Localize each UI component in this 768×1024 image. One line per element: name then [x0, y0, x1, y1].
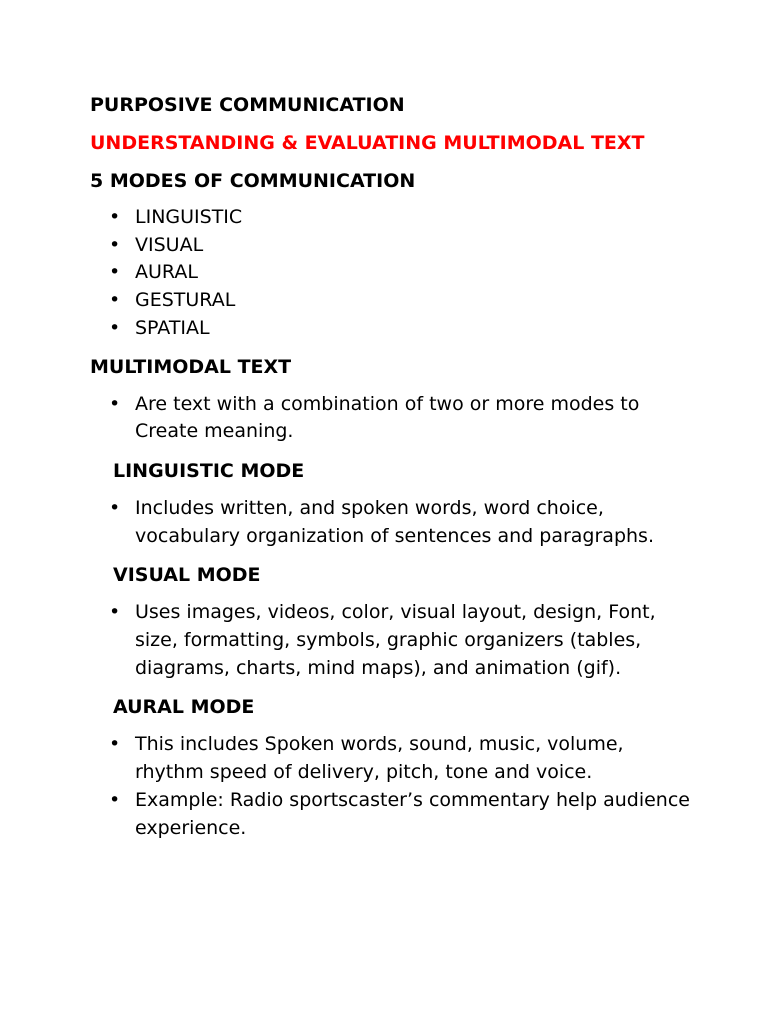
document-page: [90, 92, 730, 842]
list-item: • LINGUISTIC: [90, 204, 695, 232]
modes-list: [90, 204, 730, 343]
list-item: • SPATIAL: [90, 315, 695, 343]
list-item: • VISUAL: [90, 232, 695, 260]
bullet-icon: •: [109, 206, 121, 228]
list-item: • This includes Spoken words, sound, music, volume, rhythm speed of delivery, pitch, tone and voice.: [109, 733, 624, 784]
list-item: • GESTURAL: [90, 287, 695, 315]
section-heading-multimodal-text: MULTIMODAL TEXT: [90, 355, 292, 378]
list-item: • Uses images, videos, color, visual layout, design, Font, size, formatting, symbols, graphic organizers (tables, diagrams, charts, mind maps), and animation (gif).: [109, 601, 656, 679]
document-title: PURPOSIVE COMMUNICATION: [90, 94, 405, 116]
bullet-icon: •: [109, 316, 121, 339]
section-list-linguistic-mode: [90, 495, 730, 550]
section-heading-aural-mode: AURAL MODE: [113, 696, 255, 719]
bullet-icon: •: [109, 233, 121, 256]
list-item: • AURAL: [90, 259, 695, 287]
modes-heading: 5 MODES OF COMMUNICATION: [90, 170, 416, 192]
bullet-icon: •: [109, 289, 121, 312]
bullet-icon: •: [109, 496, 121, 519]
section-list-aural-mode: [90, 731, 730, 842]
bullet-icon: •: [109, 261, 121, 284]
bullet-icon: •: [109, 601, 121, 624]
bullet-icon: •: [109, 788, 121, 811]
section-heading-linguistic-mode: LINGUISTIC MODE: [113, 459, 305, 482]
document-subtitle: UNDERSTANDING & EVALUATING MULTIMODAL TEXT: [90, 132, 645, 154]
list-item: • Example: Radio sportscaster’s commentary help audience experience.: [109, 788, 690, 839]
bullet-icon: •: [109, 392, 121, 415]
list-item: • Are text with a combination of two or more modes to Create meaning.: [109, 392, 640, 443]
bullet-icon: •: [109, 733, 121, 756]
section-list-multimodal-text: [90, 391, 730, 446]
section-list-visual-mode: [90, 599, 730, 682]
list-item: • Includes written, and spoken words, word choice, vocabulary organization of sentences and paragraphs.: [109, 496, 654, 547]
section-heading-visual-mode: VISUAL MODE: [113, 564, 261, 587]
